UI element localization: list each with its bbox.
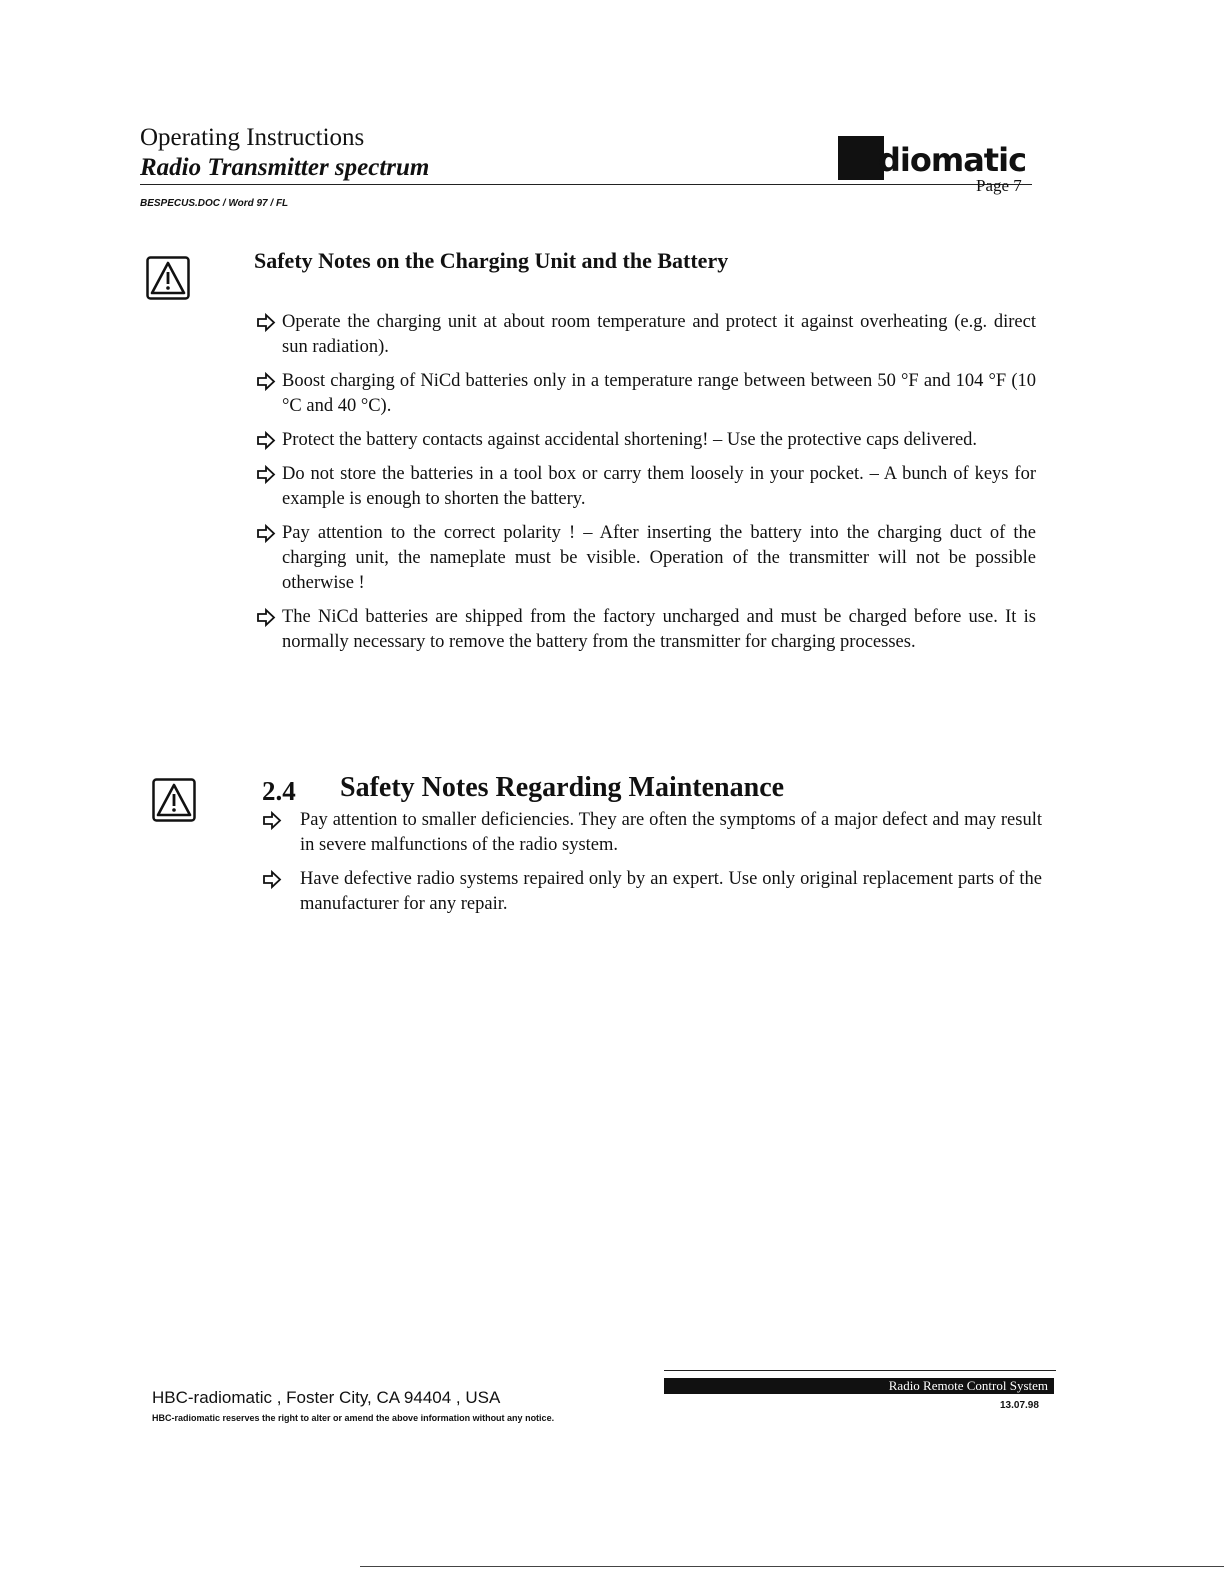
arrow-right-icon <box>262 867 282 892</box>
footer-date: 13.07.98 <box>1000 1400 1039 1411</box>
header-title: Operating Instructions <box>140 124 365 151</box>
arrow-right-icon <box>256 462 276 487</box>
arrow-right-icon <box>256 428 276 453</box>
list-item-text: Operate the charging unit at about room temperature and protect it against overheating (e.g. direct sun radiation). <box>282 312 1036 357</box>
logo-text: diomatic <box>878 141 1027 179</box>
document-reference: BESPECUS.DOC / Word 97 / FL <box>140 198 289 209</box>
list-item <box>256 462 1036 512</box>
list-item-text: Protect the battery contacts against accidental shortening! – Use the protective caps delivered. <box>282 430 978 450</box>
list-item <box>256 428 1036 453</box>
list-item <box>256 369 1036 419</box>
list-item <box>262 867 1042 917</box>
page-number: Page 7 <box>976 176 1022 195</box>
footer-banner <box>664 1378 1054 1394</box>
list-item <box>256 521 1036 596</box>
header-rule <box>140 184 1032 185</box>
list-item <box>256 310 1036 360</box>
arrow-right-icon <box>256 310 276 335</box>
list-item-text: Pay attention to the correct polarity ! – After inserting the battery into the charging duct of the charging unit, the nameplate must be visible. Operation of the transmitter will not be possible otherwise ! <box>282 523 1036 593</box>
arrow-right-icon <box>256 605 276 630</box>
list-item-text: The NiCd batteries are shipped from the factory uncharged and must be charged before use. It is normally necessary to remove the battery from the transmitter for charging processes. <box>282 607 1036 652</box>
section-title-charging: Safety Notes on the Charging Unit and the Battery <box>254 248 729 273</box>
arrow-right-icon <box>256 369 276 394</box>
radiomatic-logo <box>838 136 1034 180</box>
section-title-maintenance: Safety Notes Regarding Maintenance <box>340 772 785 803</box>
maintenance-safety-list <box>262 808 1042 926</box>
section-number: 2.4 <box>262 776 296 806</box>
list-item-text: Pay attention to smaller deficiencies. They are often the symptoms of a major defect and may result in severe malfunctions of the radio system. <box>300 810 1042 855</box>
bottom-rule <box>360 1566 1224 1567</box>
header-subtitle: Radio Transmitter spectrum <box>140 154 430 181</box>
arrow-right-icon <box>256 521 276 546</box>
footer-banner-text: Radio Remote Control System <box>888 1378 1048 1393</box>
warning-triangle-icon <box>146 256 190 300</box>
footer-notice: HBC-radiomatic reserves the right to alter or amend the above information without any notice. <box>152 1413 555 1423</box>
footer-company: HBC-radiomatic , Foster City, CA 94404 , USA <box>152 1388 501 1407</box>
warning-triangle-icon <box>152 778 196 822</box>
list-item-text: Have defective radio systems repaired only by an expert. Use only original replacement parts of the manufacturer for any repair. <box>300 869 1042 914</box>
charging-safety-list <box>256 310 1036 664</box>
list-item-text: Boost charging of NiCd batteries only in a temperature range between between 50 °F and 104 °F (10 °C and 40 °C). <box>282 371 1036 416</box>
list-item <box>256 605 1036 655</box>
list-item <box>262 808 1042 858</box>
footer-rule <box>664 1370 1056 1371</box>
list-item-text: Do not store the batteries in a tool box or carry them loosely in your pocket. – A bunch of keys for example is enough to shorten the battery. <box>282 464 1036 509</box>
arrow-right-icon <box>262 808 282 833</box>
